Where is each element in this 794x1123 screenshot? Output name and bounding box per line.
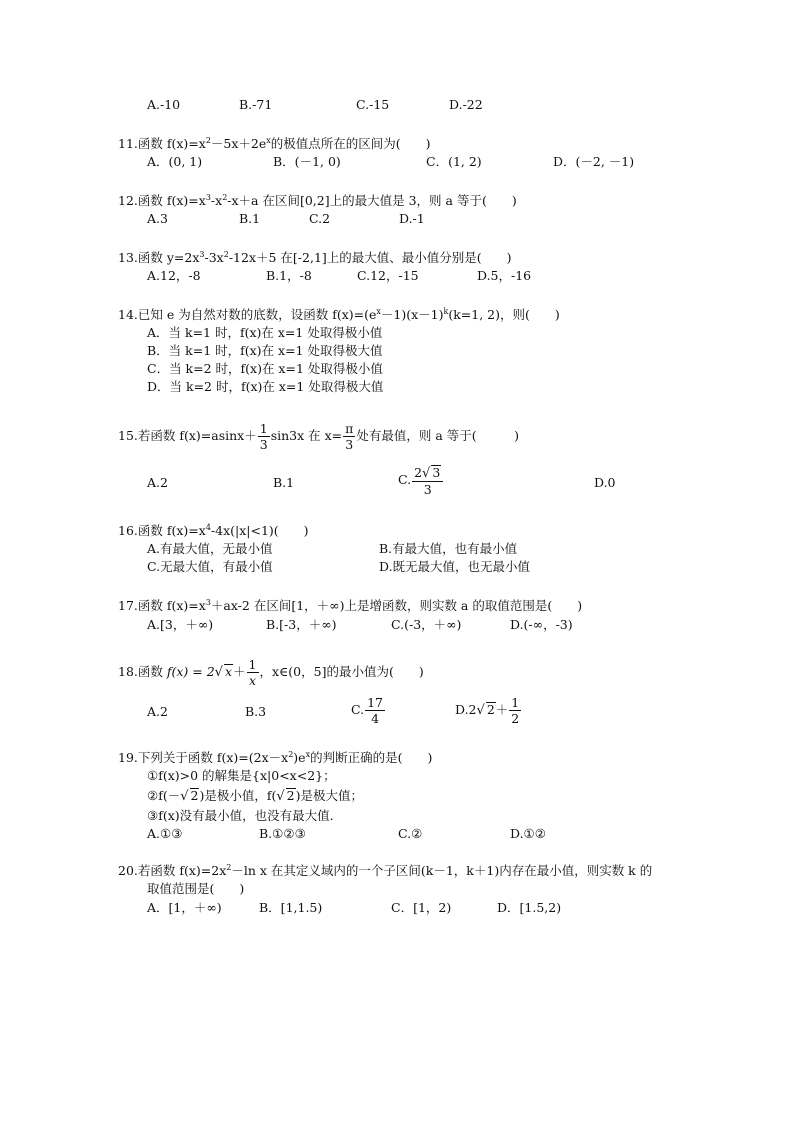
q11-option-b: B．(－1, 0) <box>273 154 341 169</box>
q11-option-d: D．(－2, －1) <box>553 154 635 169</box>
q14-option-a: A．当 k=1 时，f(x)在 x=1 处取得极小值 <box>147 325 383 340</box>
q15-option-d: D.0 <box>594 475 616 490</box>
q20-option-c: C．[1，2) <box>391 900 452 915</box>
q15-option-a: A.2 <box>147 475 168 490</box>
q14-stem: 14.已知 e 为自然对数的底数，设函数 $f(x)=(e^x-1)(x-1)^k(k=1$, 2)，则( ) <box>118 307 560 322</box>
q12-stem: 12.函数 $f(x)=x^3-x^2-x+a$ 在区间[0,2]上的最大值是 3，则 a 等于( ) <box>118 193 517 208</box>
q18-fraction-one-over-x: $\frac{1}{x}$ <box>248 657 257 688</box>
q18-option-c-fraction: $\frac{17}{4}$ <box>367 695 383 726</box>
q20-option-a: A．[1，＋∞) <box>147 900 222 915</box>
q18-option-b: B.3 <box>245 704 267 719</box>
q15-option-c: C. $\frac{2√ 3}{3}$ <box>398 460 444 500</box>
q11-option-a: A．(0, 1) <box>147 154 203 169</box>
q17-option-c: C.(-3，＋∞) <box>391 617 462 632</box>
q14-option-c: C．当 k=2 时，f(x)在 x=1 处取得极小值 <box>147 361 383 376</box>
q15-fraction-pi-third: $\frac{\pi}{3}$ <box>345 421 354 452</box>
q18-option-a: A.2 <box>147 704 168 719</box>
q18-stem: 18.函数 f(x) = 2√ x＋ $\frac{1}{x}$ ，x∈(0，5]的最小值为( ) <box>118 657 424 688</box>
q19-stem: 19.下列关于函数 $f(x)=(2x-x^2)e^x$的判断正确的是( ) <box>118 750 433 765</box>
q13-option-d: D.5，-16 <box>477 268 532 283</box>
q17-option-b: B.[-3，＋∞) <box>266 617 337 632</box>
q16-option-b: B.有最大值，也有最小值 <box>379 541 518 556</box>
q18-option-d-fraction: $\frac{1}{2}$ <box>511 695 520 726</box>
q19-option-d: D.①② <box>510 826 546 841</box>
q12-option-c: C.2 <box>309 211 331 226</box>
q16-stem: 16.函数 $f(x)=x^4-4x(|x|<1)$( ) <box>118 523 309 538</box>
q12-option-b: B.1 <box>239 211 261 226</box>
q20-stem-continued: 取值范围是( ) <box>147 881 245 896</box>
q20-option-d: D．[1.5,2) <box>497 900 562 915</box>
q13-stem: 13.函数 $y=2x^3-3x^2-12x+5$ 在[-2,1]上的最大值、最小值分别是( ) <box>118 250 512 265</box>
q10-option-c: C.-15 <box>356 97 390 112</box>
q15-fraction-one-third: $\frac{1}{3}$ <box>259 421 268 452</box>
q14-option-d: D．当 k=2 时，f(x)在 x=1 处取得极大值 <box>147 379 384 394</box>
q10-option-d: D.-22 <box>449 97 483 112</box>
q14-option-b: B．当 k=1 时，f(x)在 x=1 处取得极大值 <box>147 343 383 358</box>
q13-option-b: B.1，-8 <box>266 268 312 283</box>
q17-option-d: D.(-∞，-3) <box>510 617 573 632</box>
q17-option-a: A.[3，＋∞) <box>147 617 214 632</box>
q12-option-a: A.3 <box>147 211 168 226</box>
q19-option-c: C.② <box>398 826 423 841</box>
q18-option-d: D.2√ 2＋ $\frac{1}{2}$ <box>455 695 520 726</box>
q13-option-c: C.12，-15 <box>357 268 419 283</box>
q17-stem: 17.函数 $f(x)=x^3+ax-2$ 在区间[1，＋∞)上是增函数，则实数 a 的取值范围是( ) <box>118 598 583 613</box>
q10-option-b: B.-71 <box>239 97 273 112</box>
q18-option-c: C. $\frac{17}{4}$ <box>351 695 383 726</box>
q16-option-d: D.既无最大值，也无最小值 <box>379 559 531 574</box>
q12-option-d: D.-1 <box>399 211 425 226</box>
q20-stem: 20.若函数 $f(x)=2x^2-\ln$ x 在其定义域内的一个子区间(k－1，k＋1)内存在最小值，则实数 k 的 <box>118 863 653 878</box>
q19-option-b: B.①②③ <box>259 826 306 841</box>
q19-statement-1: ①f(x)>0 的解集是{x|0<x<2}； <box>147 768 336 783</box>
q13-option-a: A.12，-8 <box>147 268 201 283</box>
q16-option-c: C.无最大值，有最小值 <box>147 559 273 574</box>
q15-stem: 15.若函数 f(x)=asinx＋ $\frac{1}{3}$ sin3x 在 x= $\frac{\pi}{3}$ 处有最值，则 a 等于( ) <box>118 421 519 452</box>
q20-option-b: B．[1,1.5) <box>259 900 323 915</box>
q16-option-a: A.有最大值，无最小值 <box>147 541 273 556</box>
q15-option-c-fraction: $\frac{2√ 3}{3}$ <box>412 465 443 497</box>
q19-statement-2: ②f(－√ 2)是极小值，f(√ 2)是极大值； <box>147 788 363 804</box>
q19-option-a: A.①③ <box>147 826 183 841</box>
q11-stem: 11.函数 $f(x)=x^2-5x+2e^x$的极值点所在的区间为( ) <box>118 136 431 151</box>
q15-option-b: B.1 <box>273 475 295 490</box>
q19-statement-3: ③f(x)没有最小值，也没有最大值. <box>147 808 334 823</box>
q10-option-a: A.-10 <box>147 97 181 112</box>
q11-option-c: C．(1, 2) <box>426 154 482 169</box>
